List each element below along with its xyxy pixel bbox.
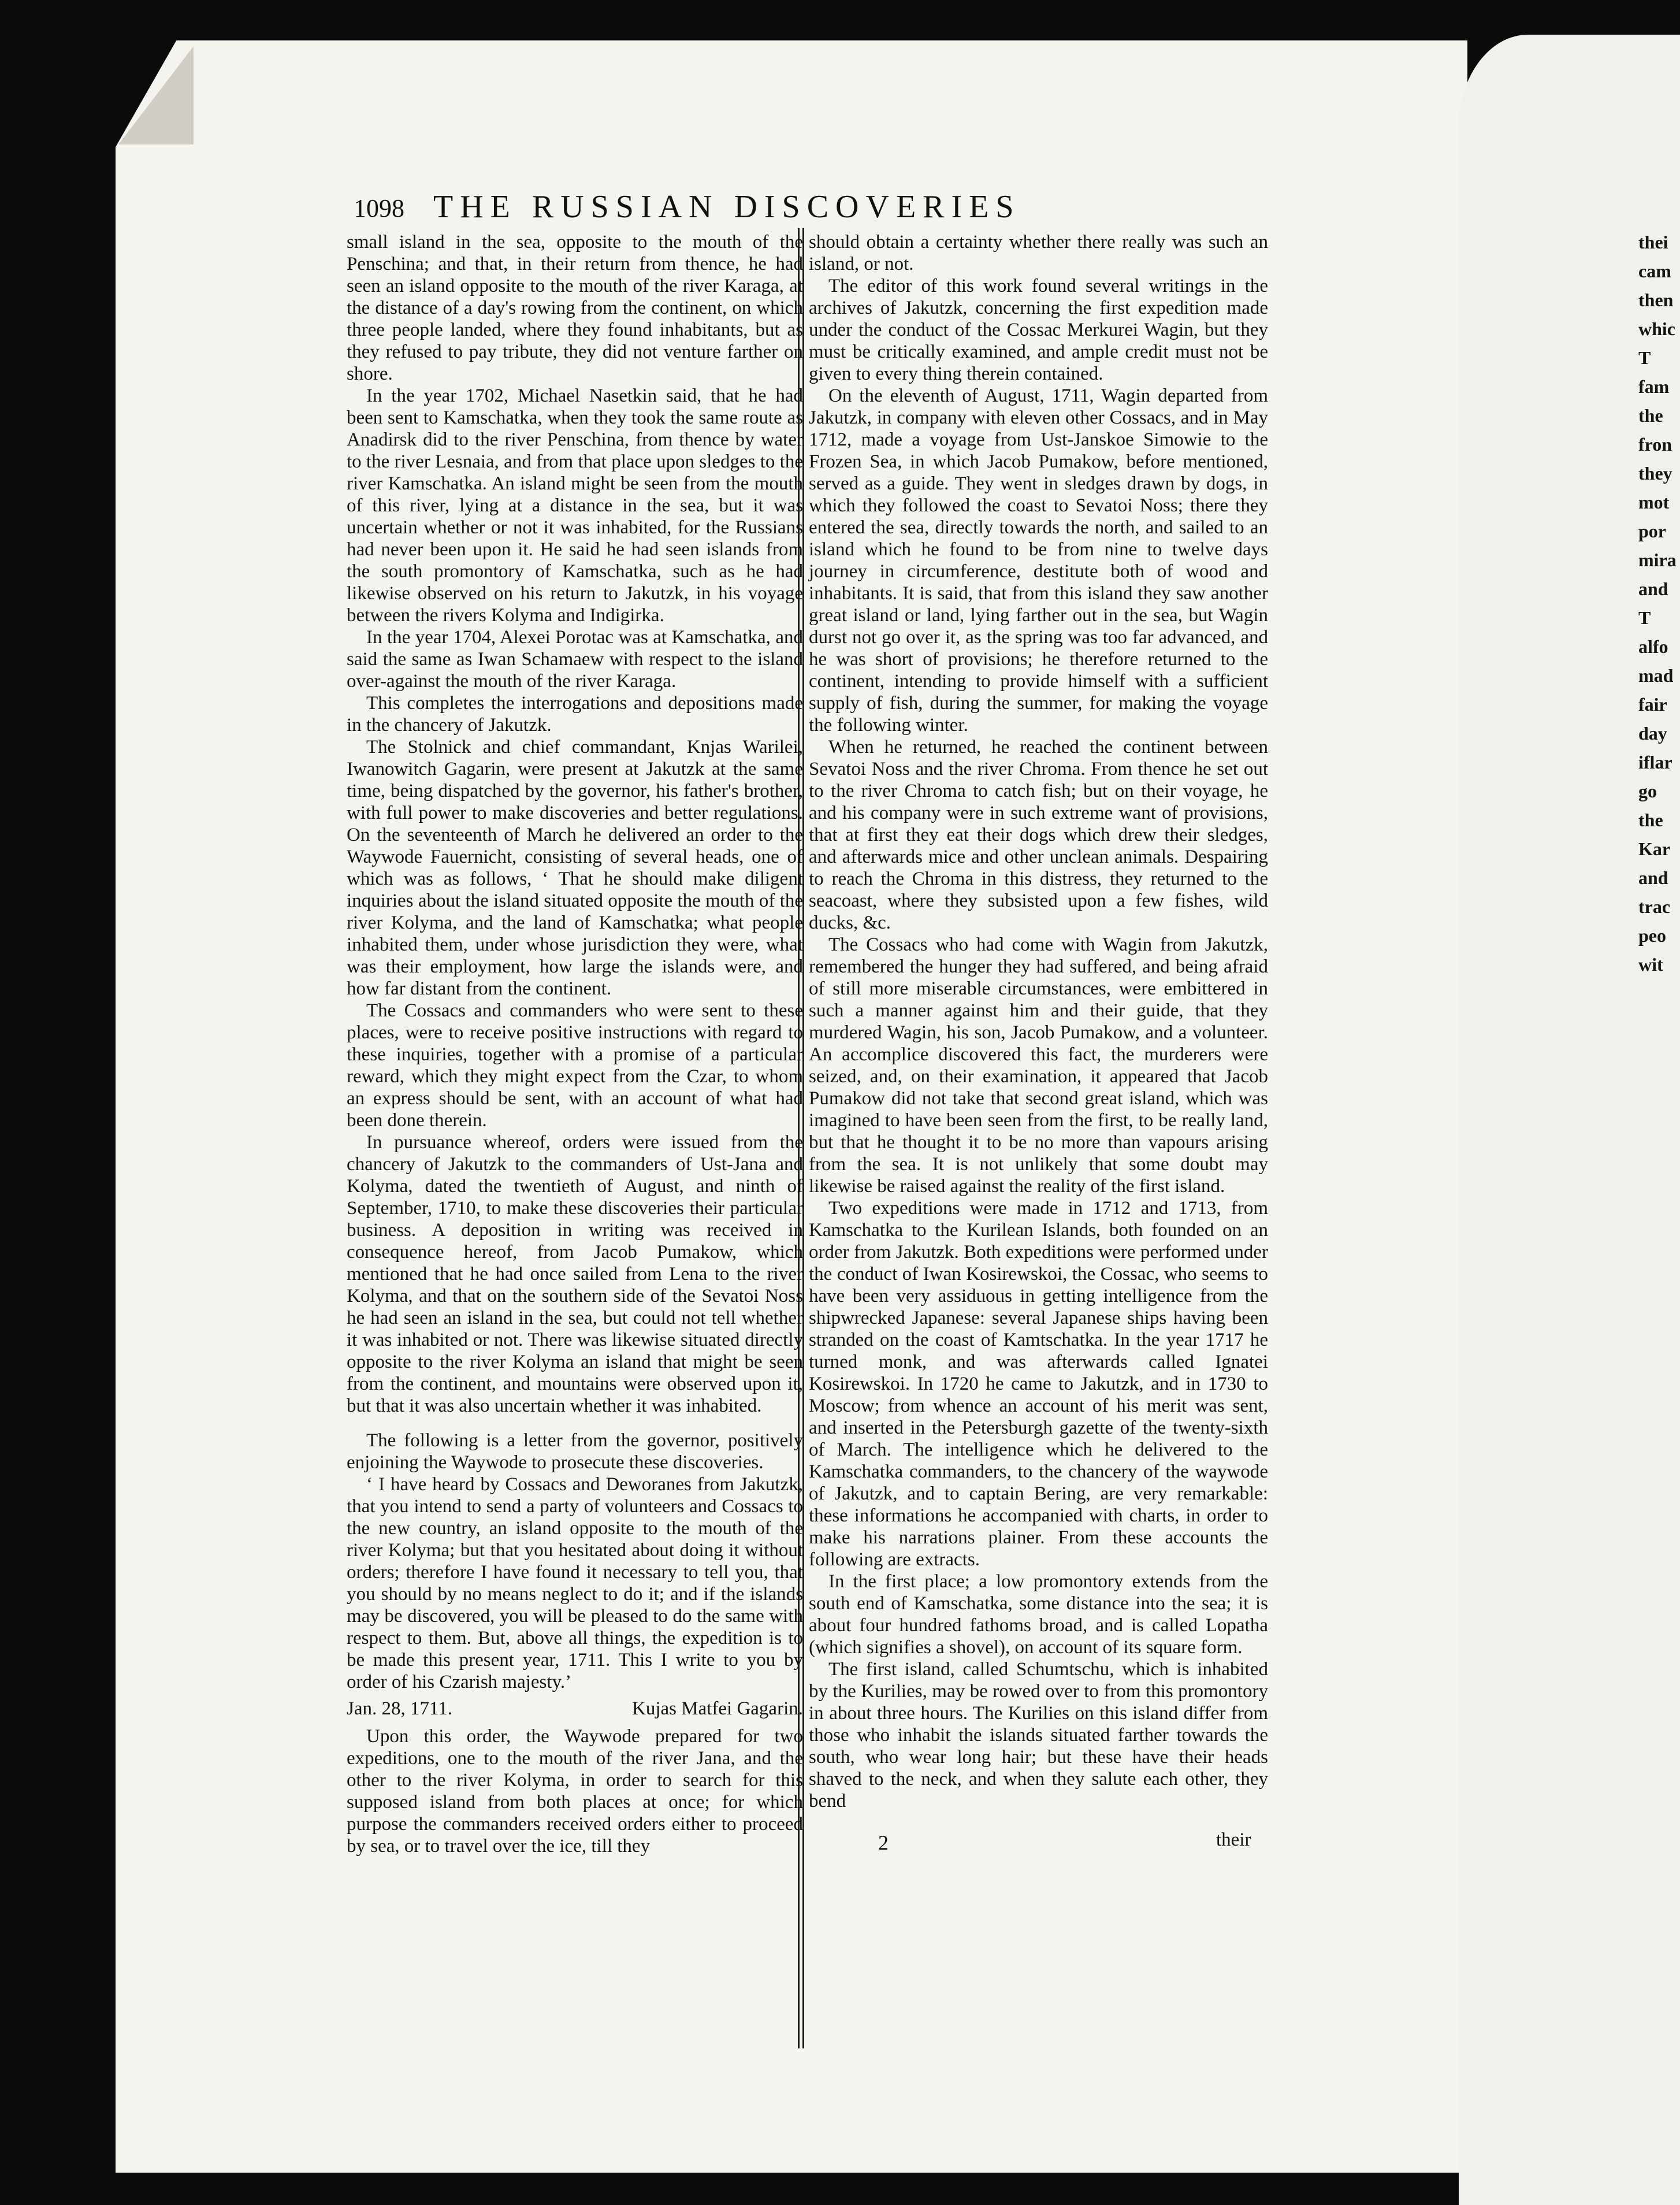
facing-page-word-fragment: wit	[1638, 954, 1663, 975]
paragraph: The Stolnick and chief commandant, Knjas Warilei, Iwanowitch Gagarin, were present at Jakutzk at the same time, being dispatched by the governor, his father's brother, with full power to make discoveries and better regulations. On the seventeenth of March he delivered an order to the Waywode Fauernicht, consisting of several heads, one of which was as follows, ‘ That he should make diligent inquiries about the island situated opposite the mouth of the river Kolyma, and the land of Kamschatka; what people inhabited them, under whose jurisdiction they were, what was their employment, how large the islands were, and how far distant from the continent.	[347, 737, 803, 999]
paragraph: The editor of this work found several writings in the archives of Jakutzk, concerning the first expedition made under the conduct of the Cossac Merkurei Wagin, but they must be critically examined, and ample credit must not be given to every thing therein contained.	[809, 276, 1268, 384]
facing-page-word-fragment: fair	[1638, 694, 1667, 715]
facing-page-word-fragment: and	[1638, 867, 1668, 888]
right-text-column	[809, 231, 1268, 1812]
paragraph: Upon this order, the Waywode prepared for two expeditions, one to the mouth of the river Jana, and the other to the river Kolyma, in order to search for this supposed island from both places at once; for which purpose the commanders received orders either to proceed by sea, or to travel over the ice, till they	[347, 1726, 803, 1857]
facing-page-word-fragment: go	[1638, 781, 1657, 801]
paragraph: When he returned, he reached the continent between Sevatoi Noss and the river Chroma. From thence he set out to the river Chroma to catch fish; but on their voyage, he and his company were in such extreme want of provisions, that at first they eat their dogs which drew their sledges, and afterwards mice and other unclean animals. Despairing to reach the Chroma in this distress, they returned to the seacoast, where they subsisted upon a few fishes, wild ducks, &c.	[809, 737, 1268, 933]
facing-page-word-fragment: mad	[1638, 665, 1674, 686]
facing-page-word-fragment: peo	[1638, 925, 1666, 946]
facing-page-word-fragment: iflar	[1638, 752, 1672, 773]
paragraph: On the eleventh of August, 1711, Wagin departed from Jakutzk, in company with eleven other Cossacs, and in May 1712, made a voyage from Ust-Janskoe Simowie to the Frozen Sea, in which Jacob Pumakow, before mentioned, served as a guide. They went in sledges drawn by dogs, in which they followed the coast to Sevatoi Noss; there they entered the sea, directly towards the north, and sailed to an island which he found to be from nine to twelve days journey in circumference, destitute both of wood and inhabitants. It is said, that from this island they saw another great island or land, lying farther out in the sea, but Wagin durst not go over it, as the spring was too far advanced, and he was short of provisions; he therefore returned to the continent, intending to provide himself with a sufficient supply of fish, during the summer, for making the voyage the following winter.	[809, 385, 1268, 736]
facing-page-word-fragment: day	[1638, 723, 1667, 744]
facing-page-word-fragment: the	[1638, 405, 1663, 426]
paragraph: The following is a letter from the governor, positively enjoining the Waywode to prosecute these discoveries.	[347, 1430, 803, 1473]
paragraph: In the first place; a low promontory extends from the south end of Kamschatka, some distance into the sea; it is about four hundred fathoms broad, and is called Lopatha (which signifies a shovel), on account of its square form.	[809, 1571, 1268, 1658]
facing-page-word-fragment: Kar	[1638, 838, 1671, 859]
facing-page-word-fragment: thei	[1638, 232, 1668, 253]
paragraph: The first island, called Schumtschu, which is inhabited by the Kurilies, may be rowed over to from this promontory in about three hours. The Kurilies on this island differ from those who inhabit the islands situated farther towards the south, who wear long hair; but these have their heads shaved to the neck, and when they salute each other, they bend	[809, 1659, 1268, 1811]
facing-page-word-fragment: they	[1638, 463, 1672, 484]
facing-page-word-fragment: and	[1638, 578, 1668, 599]
facing-page-word-fragment: the	[1638, 810, 1663, 830]
facing-page-word-fragment: then	[1638, 289, 1674, 310]
paragraph: Two expeditions were made in 1712 and 1713, from Kamschatka to the Kurilean Islands, both founded on an order from Jakutzk. Both expeditions were performed under the conduct of Iwan Kosirewskoi, the Cossac, who seems to have been very assiduous in getting intelligence from the shipwrecked Japanese: several Japanese ships having been stranded on the coast of Kamtschatka. In the year 1717 he turned monk, and was afterwards called Ignatei Kosirewskoi. In 1720 he came to Jakutzk, and in 1730 to Moscow; from whence an account of his merit was sent, and inserted in the Petersburgh gazette of the twenty-sixth of March. The intelligence which he delivered to the Kamschatka commanders, to the chancery of the waywode of Jakutzk, and to captain Bering, are very remarkable: these informations he accompanied with charts, in order to make his narrations plainer. From these accounts the following are extracts.	[809, 1198, 1268, 1570]
catchword: their	[1216, 1829, 1251, 1850]
facing-page-word-fragment: por	[1638, 521, 1666, 541]
facing-page-word-fragment: trac	[1638, 896, 1671, 917]
facing-page-word-fragment: cam	[1638, 261, 1671, 281]
facing-page-fragments	[1638, 231, 1680, 982]
facing-page-word-fragment: fron	[1638, 434, 1672, 455]
letter-signatory: Kujas Matfei Gagarin.	[632, 1698, 803, 1719]
signature-mark: 2	[878, 1831, 889, 1854]
paragraph: In the year 1704, Alexei Porotac was at Kamschatka, and said the same as Iwan Schamaew with respect to the island over-against the mouth of the river Karaga.	[347, 627, 803, 692]
running-head: THE RUSSIAN DISCOVERIES	[433, 189, 1021, 225]
folded-page-corner	[118, 46, 194, 144]
paragraph: In pursuance whereof, orders were issued from the chancery of Jakutzk to the commanders of Ust-Jana and Kolyma, dated the twentieth of August, and ninth of September, 1710, to make these discoveries their particular business. A deposition in writing was received in consequence hereof, from Jacob Pumakow, which mentioned that he had once sailed from Lena to the river Kolyma, and that on the southern side of the Sevatoi Noss he had seen an island in the sea, but could not tell whether it was inhabited or not. There was likewise situated directly opposite to the river Kolyma an island that might be seen from the continent, and mountains were observed upon it, but that it was also uncertain whether it was inhabited.	[347, 1132, 803, 1416]
facing-page-word-fragment: mot	[1638, 492, 1670, 513]
facing-page-word-fragment: alfo	[1638, 636, 1668, 657]
facing-page-word-fragment: whic	[1638, 318, 1675, 339]
paragraph: should obtain a certainty whether there really was such an island, or not.	[809, 232, 1268, 274]
facing-page-word-fragment: T	[1638, 607, 1651, 628]
page-number: 1098	[354, 194, 404, 222]
facing-page-word-fragment: T	[1638, 347, 1651, 368]
paragraph: This completes the interrogations and depositions made in the chancery of Jakutzk.	[347, 693, 803, 736]
paragraph: small island in the sea, opposite to the mouth of the Penschina; and that, in their return from thence, he had seen an island opposite to the mouth of the river Karaga, at the distance of a day's rowing from the continent, on which three people landed, where they found inhabitants, but as they refused to pay tribute, they did not venture farther on shore.	[347, 232, 803, 384]
facing-page-word-fragment: fam	[1638, 376, 1670, 397]
left-text-column	[347, 231, 803, 1857]
paragraph: In the year 1702, Michael Nasetkin said, that he had been sent to Kamschatka, when they took the same route as Anadirsk did to the river Penschina, from thence by water to the river Lesnaia, and from that place upon sledges to the river Kamschatka. An island might be seen from the mouth of this river, lying at a distance in the sea, but it was uncertain whether or not it was inhabited, for the Russians had never been upon it. He said he had seen islands from the south promontory of Kamschatka, such as he had likewise observed on his return to Jakutzk, in his voyage between the rivers Kolyma and Indigirka.	[347, 385, 803, 626]
paragraph: The Cossacs and commanders who were sent to these places, were to receive positive instructions with regard to these inquiries, together with a promise of a particular reward, which they might expect from the Czar, to whom an express should be sent, with an account of what had been done therein.	[347, 1000, 803, 1131]
paragraph: The Cossacs who had come with Wagin from Jakutzk, remembered the hunger they had suffered, and being afraid of still more miserable circumstances, were embittered in such a manner against him and their guide, that they murdered Wagin, his son, Jacob Pumakow, and a volunteer. An accomplice discovered this fact, the murderers were seized, and, on their examination, it appeared that Jacob Pumakow did not take that second great island, which was imagined to have been seen from the first, to be really land, but that he thought it to be no more than vapours arising from the sea. It is not unlikely that some doubt may likewise be raised against the reality of the first island.	[809, 934, 1268, 1197]
letter-date: Jan. 28, 1711.	[347, 1698, 453, 1719]
facing-page-word-fragment: mira	[1638, 550, 1677, 570]
letter-quote: ‘ I have heard by Cossacs and Deworanes from Jakutzk, that you intend to send a party of volunteers and Cossacs to the new country, an island opposite to the mouth of the river Kolyma; but that you hesitated about doing it without orders; therefore I have found it necessary to tell you, that you should by no means neglect to do it; and if the islands may be discovered, you will be pleased to do the same with respect to them. But, above all things, the expedition is to be made this present year, 1711. This I write to you by order of his Czarish majesty.’	[347, 1474, 803, 1692]
letter-signoff	[347, 1698, 803, 1720]
